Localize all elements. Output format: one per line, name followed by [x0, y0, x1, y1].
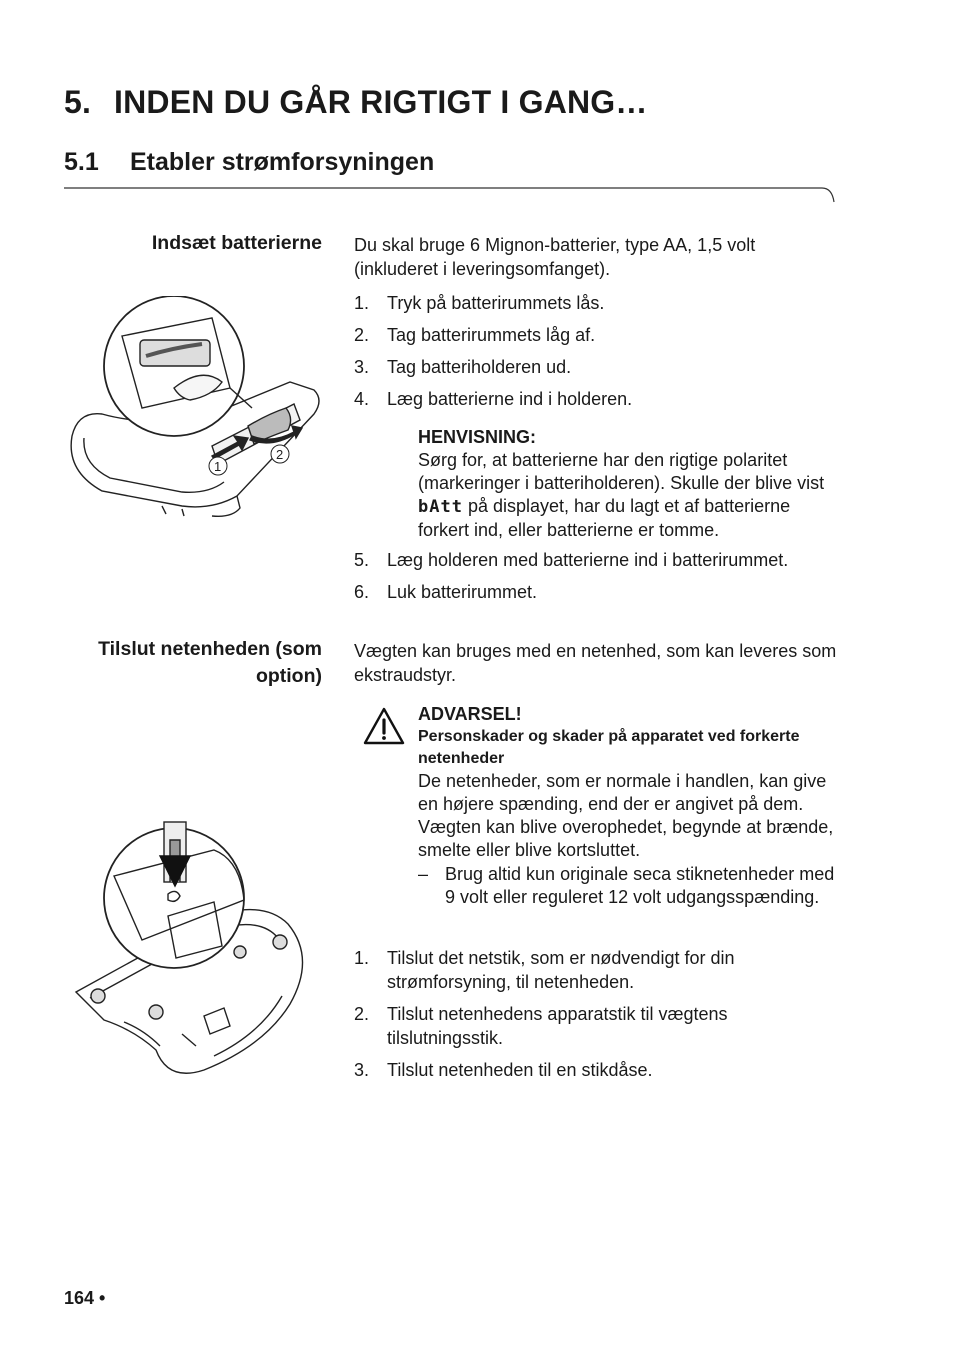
chapter-title: INDEN DU GÅR RIGTIGT I GANG…	[114, 84, 648, 120]
warning-triangle-icon	[362, 706, 406, 746]
list-item: 2. Tag batterirummets låg af.	[354, 325, 596, 345]
warning-text: De netenheder, som er normale i handlen, kan give en højere spænding, end der er angivet på dem. Vægten kan blive overophedet, begynde at brænde, smelte eller blive kortsluttet.	[418, 771, 834, 860]
list-item: 4. Læg batterierne ind i holderen.	[354, 389, 633, 409]
chapter-heading	[64, 84, 648, 121]
note-text-before: Sørg for, at batterierne har den rigtige polaritet (markeringer i batteriholderen). Skulle der blive vist	[418, 450, 825, 493]
list-item: 1. Tryk på batterirummets lås.	[354, 293, 605, 313]
warning-label: ADVARSEL!	[418, 704, 522, 724]
warning-subtitle: Personskader og skader på apparatet ved forkerte netenheder	[418, 728, 800, 767]
note-text-after: på displayet, har du lagt et af batterierne forkert ind, eller batterierne er tomme.	[418, 496, 791, 540]
note-label: HENVISNING:	[418, 427, 537, 447]
section-rule	[64, 186, 836, 204]
list-item: 6. Luk batterirummet.	[354, 582, 538, 602]
battery-note	[418, 426, 838, 542]
battery-illustration	[62, 296, 340, 524]
battery-steps-second	[354, 548, 844, 604]
section-number: 5.1	[64, 148, 99, 176]
display-code: bAtt	[418, 497, 463, 517]
adapter-intro: Vægten kan bruges med en netenhed, som kan leveres som ekstraudstyr.	[354, 641, 837, 685]
list-item: 2. Tilslut netenhedens apparatstik til vægtens tilslutningsstik.	[354, 1004, 728, 1048]
adapter-steps	[354, 946, 844, 1082]
page-number: 164 •	[64, 1288, 106, 1308]
callout-1: 1	[214, 459, 222, 474]
list-item: 5. Læg holderen med batterierne ind i batterirummet.	[354, 550, 789, 570]
battery-heading: Indsæt batterierne	[151, 232, 322, 254]
chapter-number: 5.	[64, 84, 92, 120]
adapter-heading: Tilslut netenheden (som option)	[98, 638, 322, 687]
adapter-warning	[418, 703, 842, 909]
warning-bullet: – Brug altid kun originale seca stiknetenheder med 9 volt eller reguleret 12 volt udgangsspænding.	[418, 864, 835, 907]
battery-intro: Du skal bruge 6 Mignon-batterier, type AA, 1,5 volt (inkluderet i leveringsomfanget).	[354, 235, 756, 279]
list-item: 1. Tilslut det netstik, som er nødvendigt for din strømforsyning, til netenheden.	[354, 948, 735, 992]
battery-steps-first	[354, 291, 844, 411]
callout-2: 2	[276, 447, 284, 462]
list-item: 3. Tilslut netenheden til en stikdåse.	[354, 1060, 653, 1080]
adapter-illustration	[64, 820, 334, 1082]
section-heading	[64, 148, 434, 177]
list-item: 3. Tag batteriholderen ud.	[354, 357, 572, 377]
section-title: Etabler strømforsyningen	[130, 148, 435, 176]
